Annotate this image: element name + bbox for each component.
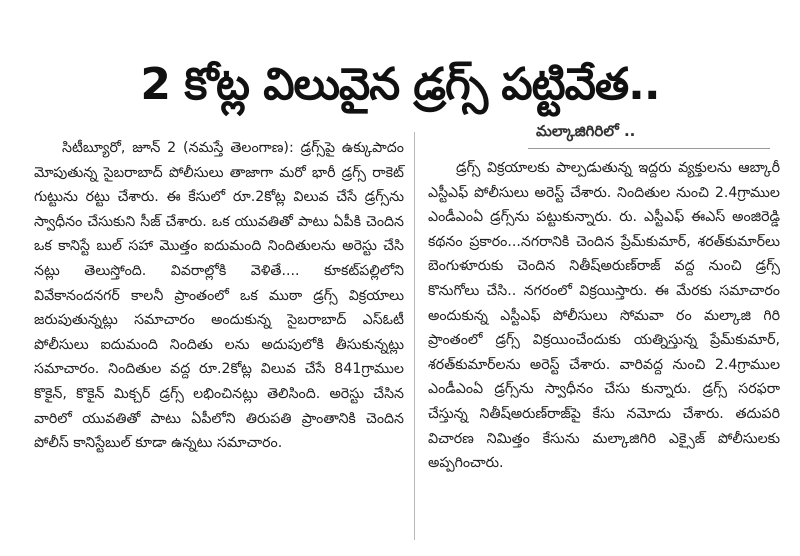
left-column	[34, 136, 404, 456]
right-column	[428, 156, 780, 476]
right-column-paragraph: డ్రగ్స్ విక్రయాలకు పాల్పడుతున్న ఇద్దరు వ్యక్తులను ఆబ్కారీ ఎస్టీఎఫ్ పోలీసులు అరెస్ట్ చేశారు. నిందితుల నుంచి 2.4గ్రాముల ఎండీఎంఏ డ్రగ్స్‌ను పట్టుకున్నారు. రు. ఎస్టీఎఫ్ ఈఎస్ అంజిరెడ్డి కథనం ప్రకారం...నగరానికి చెందిన ప్రేమ్‌కుమార్, శరత్‌కుమార్‌లు బెంగుళూరుకు చెందిన నితీష్‌అరుణ్‌రాజ్ వద్ద నుంచి డ్రగ్స్ కొనుగోలు చేసి.. నగరంలో విక్రయిస్తారు. ఈ మేరకు సమాచారం అందుకున్న ఎస్టీఎఫ్ పోలీసులు సోమవా రం మల్కాజి గిరి ప్రాంతంలో డ్రగ్స్ విక్రయించేందుకు యత్నిస్తున్న ప్రేమ్‌కుమార్, శరత్‌కుమార్‌లను అరెస్ట్ చేశారు. వారివద్ద నుంచి 2.4గ్రాముల ఎండీఎంఏ డ్రగ్స్‌ను స్వాధీనం చేసు కున్నారు. డ్రగ్స్ సరఫరా చేస్తున్న నితీష్‌అరుణ్‌రాజ్‌పై కేసు నమోదు చేశారు. తదుపరి విచారణ నిమిత్తం కేసును మల్కాజిగిరి ఎక్సైజ్ పోలీసులకు అప్పగించారు.	[428, 160, 780, 472]
dateline: మల్కాజిగిరిలో ..	[536, 122, 636, 140]
dateline-box	[432, 118, 772, 148]
dateline-underline	[528, 148, 770, 149]
column-divider	[414, 132, 415, 540]
headline: 2 కోట్ల విలువైన డ్రగ్స్ పట్టివేత..	[140, 59, 660, 111]
left-column-paragraph: సిటీబ్యూరో, జూన్ 2 (నమస్తే తెలంగాణ): డ్రగ్స్‌పై ఉక్కుపాదం మోపుతున్న సైబరాబాద్ పోలీసులు తాజాగా మరో భారీ డ్రగ్స్ రాకెట్ గుట్టును రట్టు చేశారు. ఈ కేసులో రూ.2కోట్ల విలువ చేసే డ్రగ్స్‌ను స్వాధీనం చేసుకుని సీజ్ చేశారు. ఒక యువతితో పాటు ఏపీకి చెందిన ఒక కానిస్టే బుల్ సహా మొత్తం ఐదుమంది నిందితులను అరెస్టు చేసి నట్లు తెలుస్తోంది. వివరాల్లోకి వెళితే.... కూకట్‌పల్లిలోని వివేకానందనగర్ కాలనీ ప్రాంతంలో ఒక ముఠా డ్రగ్స్ విక్రయాలు జరుపుతున్నట్లు సమాచారం అందుకున్న సైబరాబాద్ ఎస్ఓటీ పోలీసులు ఐదుమంది నిందితు లను అదుపులోకి తీసుకున్నట్లు సమాచారం. నిందితుల వద్ద రూ.2కోట్ల విలువ చేసే 841గ్రాముల కొకైన్, కొకైన్ మిక్చర్ డ్రగ్స్ లభించినట్లు తెలిసింది. అరెస్టు చేసిన వారిలో యువతితో పాటు ఏపీలోని తిరుపతి ప్రాంతానికి చెందిన పోలీస్ కానిస్టేబుల్ కూడా ఉన్నటు సమాచారం.	[34, 140, 404, 452]
